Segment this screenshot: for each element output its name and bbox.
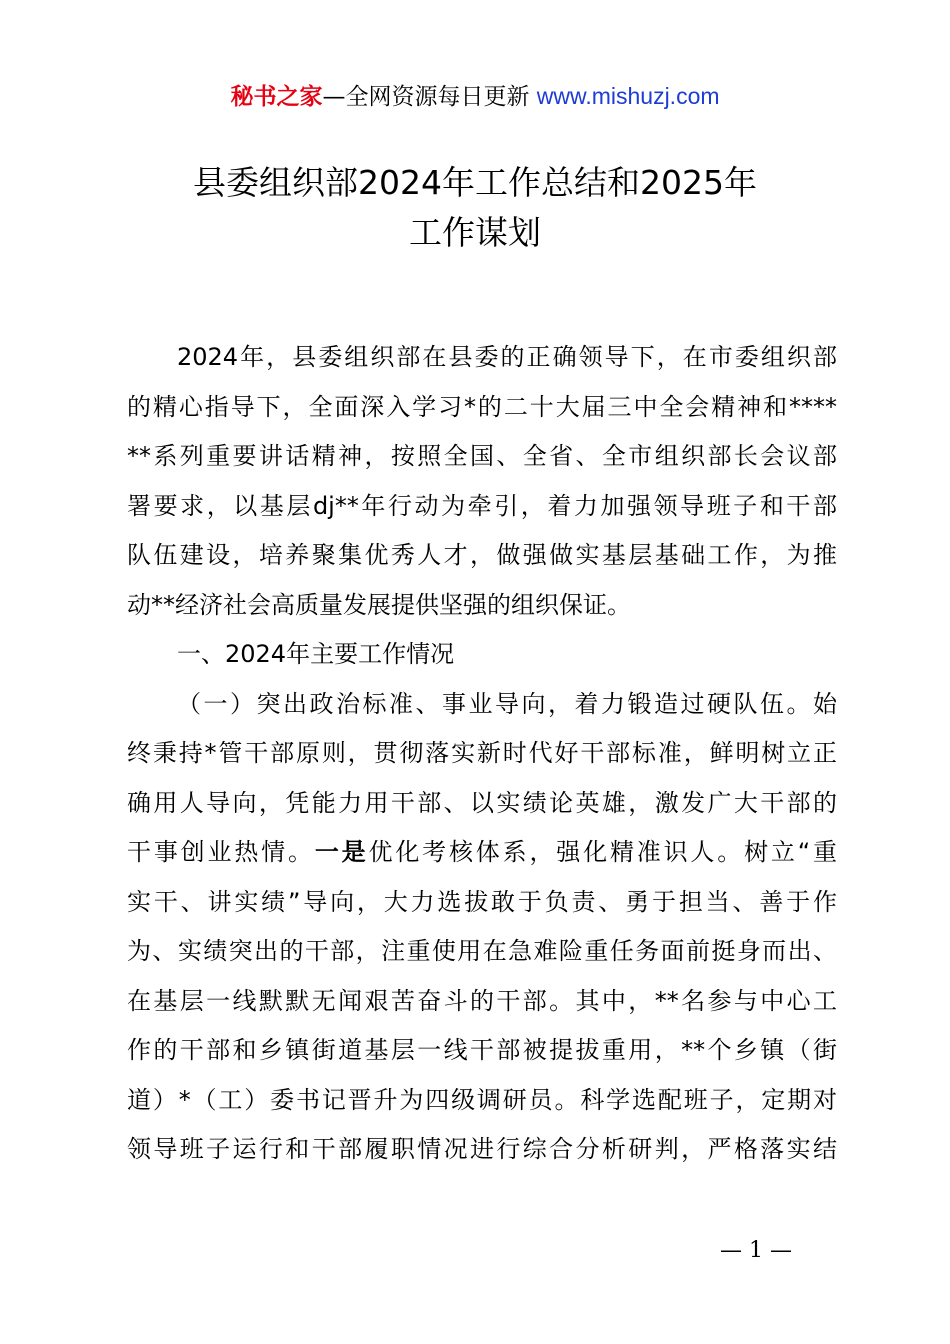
text-segment: 优化考核体系，强化精准识人。树立“重 [368,838,838,866]
title-line-1: 县委组织部2024年工作总结和2025年 [193,163,757,202]
paragraph-line: 实干、讲实绩”导向，大力选拔敢于负责、勇于担当、善于作 [127,887,837,916]
paragraph-line: 领导班子运行和干部履职情况进行综合分析研判，严格落实结 [127,1135,837,1163]
paragraph-line: 终秉持*管干部原则，贯彻落实新时代好干部标准，鲜明树立正 [127,739,837,767]
site-header [0,80,950,113]
paragraph-line: 在基层一线默默无闻艰苦奋斗的干部。其中，**名参与中心工 [127,986,837,1015]
title-line-2: 工作谋划 [409,213,541,252]
site-brand: 秘书之家 [230,84,323,110]
paragraph-line: 作的干部和乡镇街道基层一线干部被提拔重用，**个乡镇（街 [127,1036,837,1064]
paragraph-line: 道）*（工）委书记晋升为四级调研员。科学选配班子，定期对 [127,1085,837,1114]
paragraph-line [127,828,837,878]
paragraph-line: 的精心指导下，全面深入学习*的二十大届三中全会精神和**** [127,392,837,421]
paragraph-line: 队伍建设，培养聚集优秀人才，做强做实基层基础工作，为推 [127,541,837,569]
site-url-link[interactable]: www.mishuzj.com [536,83,720,109]
paragraph-line: 署要求，以基层dj**年行动为牵引，着力加强领导班子和干部 [127,491,837,520]
page-number: — 1 — [720,1238,792,1263]
paragraph-line: 2024年，县委组织部在县委的正确领导下，在市委组织部 [177,343,837,371]
section-heading: 一、2024年主要工作情况 [177,640,455,668]
document-title [0,158,950,258]
paragraph-line: 为、实绩突出的干部，注重使用在急难险重任务面前挺身而出、 [127,937,837,965]
paragraph-line: 确用人导向，凭能力用干部、以实绩论英雄，激发广大干部的 [127,788,837,817]
site-tagline: —全网资源每日更新 [322,84,537,110]
paragraph-line: **系列重要讲话精神，按照全国、全省、全市组织部长会议部 [127,442,837,470]
text-segment: 干事创业热情。 [127,838,315,866]
document-body [127,333,837,1175]
bold-lead-text: 一是 [314,838,369,866]
paragraph-line: （一）突出政治标准、事业导向，着力锻造过硬队伍。始 [177,689,837,718]
paragraph-line: 动**经济社会高质量发展提供坚强的组织保证。 [127,590,631,619]
